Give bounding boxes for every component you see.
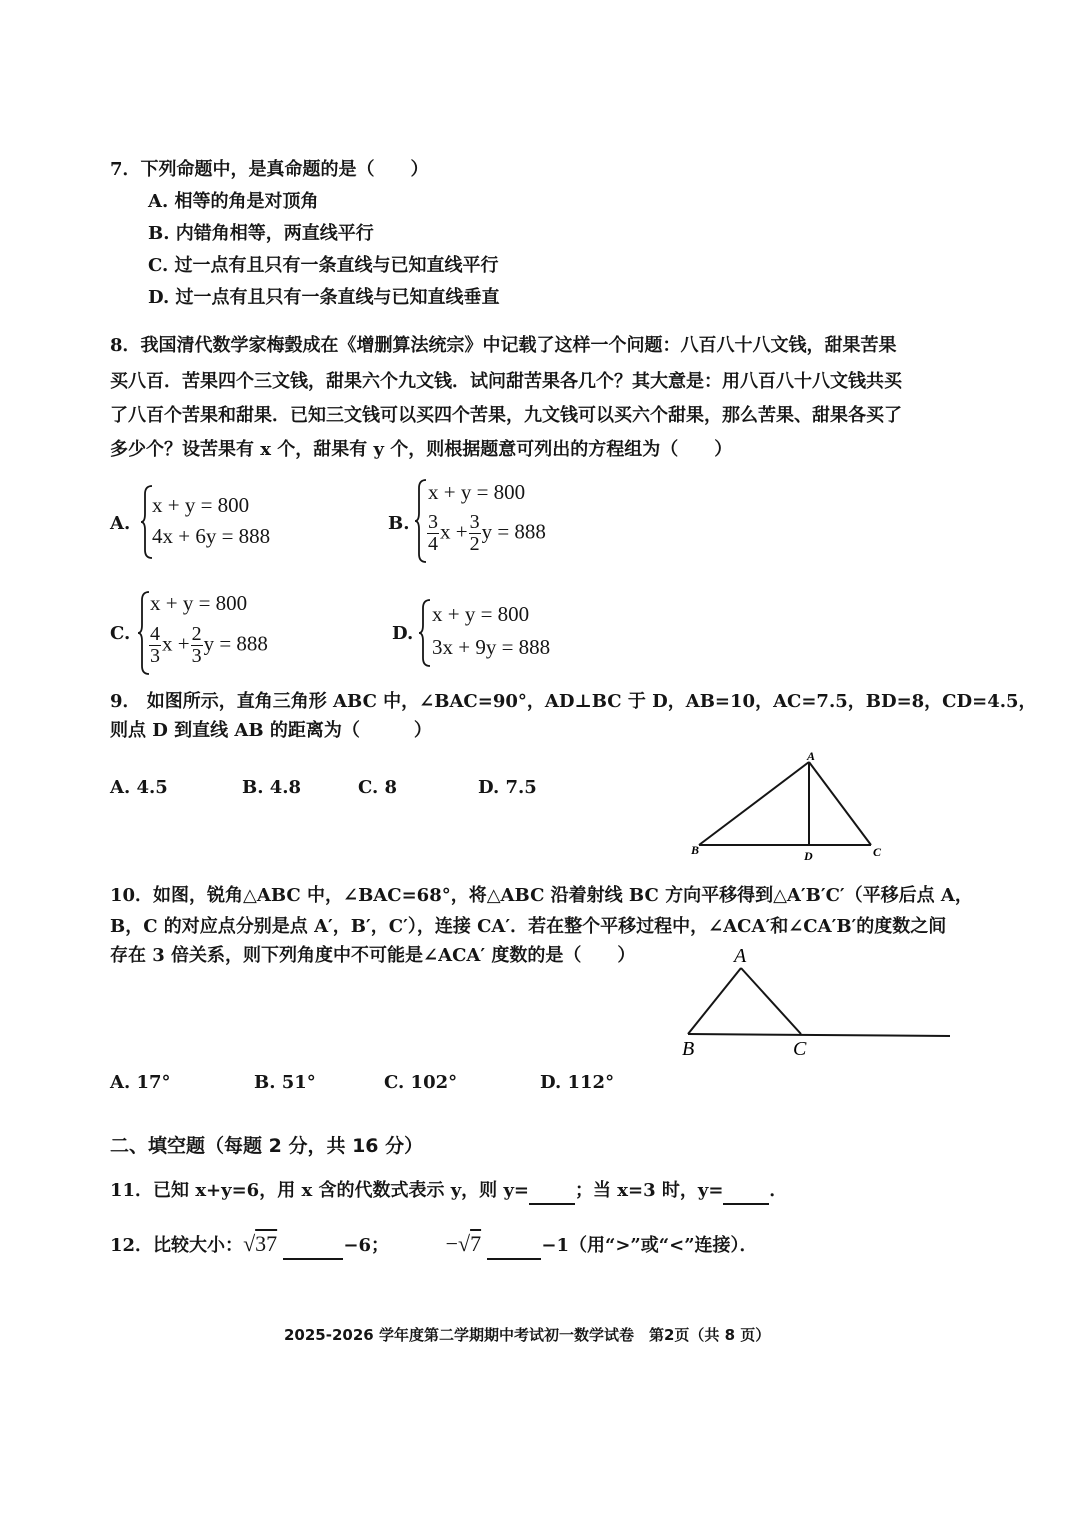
q11-blank-2[interactable]	[723, 1179, 769, 1205]
q9-label-b: B	[691, 843, 700, 857]
q8-b-frac-2: $\frac{3}{2}$	[469, 511, 480, 555]
q8-option-c-label: C.	[110, 623, 131, 644]
q8-c-frac-2: $\frac{2}{3}$	[191, 623, 202, 667]
q9-segment-ac	[809, 762, 871, 845]
q10-label-b: B	[682, 1038, 695, 1060]
q12-sqrt-37: √37	[243, 1231, 278, 1256]
q12-text-2: −6；	[343, 1235, 390, 1256]
q8-line-4: 多少个？设苦果有 x 个，甜果有 y 个，则根据题意可列出的方程组为（ ）	[110, 439, 733, 460]
q10-triangle-figure	[676, 940, 956, 1062]
q7-stem: 7．下列命题中，是真命题的是（ ）	[110, 159, 429, 180]
q10-line-3: 存在 3 倍关系，则下列角度中不可能是∠ACA′ 度数的是（ ）	[110, 945, 636, 966]
q11-blank-1[interactable]	[529, 1179, 575, 1205]
q9-triangle-figure	[680, 748, 900, 868]
q9-option-b: B. 4.8	[242, 777, 302, 798]
q9-segment-ab	[699, 762, 809, 845]
q12-text-3: −1（用“>”或“<”连接）．	[541, 1235, 758, 1256]
q12-blank-2[interactable]	[487, 1234, 541, 1260]
q8-option-c-eq1: x + y = 800	[150, 591, 248, 615]
q8-option-c-eq2: $\frac{4}{3}$ x + $\frac{2}{3}$ y = 888	[150, 623, 268, 667]
q8-option-a-eq1: x + y = 800	[152, 493, 250, 517]
page-footer: 2025-2026 学年度第二学期期中考试初一数学试卷 第2页（共 8 页）	[284, 1326, 771, 1344]
q8-line-1: 8．我国清代数学家梅瑴成在《增删算法统宗》中记载了这样一个问题：八百八十八文钱，甜果苦果	[110, 335, 897, 356]
q8-option-d-label: D.	[392, 623, 414, 644]
q8-c-frac-1: $\frac{4}{3}$	[150, 623, 160, 667]
q10-line-1: 10．如图，锐角△ABC 中，∠BAC=68°，将△ABC 沿着射线 BC 方向平移得到△A′B′C′（平移后点 A，	[110, 885, 973, 906]
q7-option-b: B. 内错角相等，两直线平行	[148, 223, 374, 244]
q10-option-d: D. 112°	[540, 1072, 615, 1093]
q10-label-a: A	[734, 945, 747, 967]
q8-option-b-label: B.	[388, 513, 410, 534]
q9-option-d: D. 7.5	[478, 777, 537, 798]
q12-blank-1[interactable]	[283, 1234, 343, 1260]
section-2-heading: 二、填空题（每题 2 分，共 16 分）	[110, 1135, 424, 1157]
q10-line-2: B，C 的对应点分别是点 A′，B′，C′），连接 CA′．若在整个平移过程中，∠ACA′和∠CA′B′的度数之间	[110, 916, 947, 937]
q8-option-d-eq2: 3x + 9y = 888	[432, 635, 551, 659]
q7-option-d: D. 过一点有且只有一条直线与已知直线垂直	[148, 287, 500, 308]
q10-option-a: A. 17°	[110, 1072, 171, 1093]
q8-option-a-label: A.	[110, 513, 131, 534]
q10-option-c: C. 102°	[384, 1072, 458, 1093]
q10-option-b: B. 51°	[254, 1072, 316, 1093]
q9-line-2: 则点 D 到直线 AB 的距离为（ ）	[110, 720, 432, 741]
q8-option-d-eq1: x + y = 800	[432, 602, 530, 626]
q9-option-a: A. 4.5	[110, 777, 168, 798]
q12-neg-sqrt-7: −√7	[445, 1231, 482, 1256]
q9-label-d: D	[804, 849, 813, 863]
q7-option-a: A. 相等的角是对顶角	[148, 191, 319, 212]
q8-line-3: 了八百个苦果和甜果．已知三文钱可以买四个苦果，九文钱可以买六个甜果，那么苦果、甜果各买了	[110, 405, 902, 426]
q8-option-b-eq1: x + y = 800	[428, 480, 526, 504]
q9-label-c: C	[873, 845, 882, 859]
q9-option-c: C. 8	[358, 777, 398, 798]
q8-option-b-eq2: $\frac{3}{4}$ x + $\frac{3}{2}$ y = 888	[428, 511, 546, 555]
q8-b-frac-1: $\frac{3}{4}$	[428, 511, 438, 555]
q9-label-a: A	[807, 749, 816, 763]
q12-line	[110, 1232, 758, 1260]
q8-option-a-eq2: 4x + 6y = 888	[152, 524, 271, 548]
q11-text-2: ；当 x=3 时，y=	[575, 1180, 724, 1201]
q10-ray-bc	[688, 1034, 950, 1036]
q7-option-c: C. 过一点有且只有一条直线与已知直线平行	[148, 255, 499, 276]
q10-segment-ab	[688, 968, 741, 1034]
q8-line-2: 买八百．苦果四个三文钱，甜果六个九文钱．试问甜苦果各几个？其大意是：用八百八十八文钱共买	[110, 371, 902, 392]
q11-text-1: 11．已知 x+y=6，用 x 含的代数式表示 y，则 y=	[110, 1180, 529, 1201]
q9-line-1: 9． 如图所示，直角三角形 ABC 中，∠BAC=90°，AD⊥BC 于 D，AB=10，AC=7.5，BD=8，CD=4.5，	[110, 691, 1037, 712]
q12-text-1: 12．比较大小：	[110, 1235, 244, 1256]
q10-label-c: C	[793, 1038, 807, 1060]
q11-line	[110, 1179, 787, 1205]
q10-segment-ac	[741, 968, 801, 1034]
q8-option-d-brace	[418, 598, 432, 668]
q11-text-3: ．	[769, 1180, 788, 1201]
